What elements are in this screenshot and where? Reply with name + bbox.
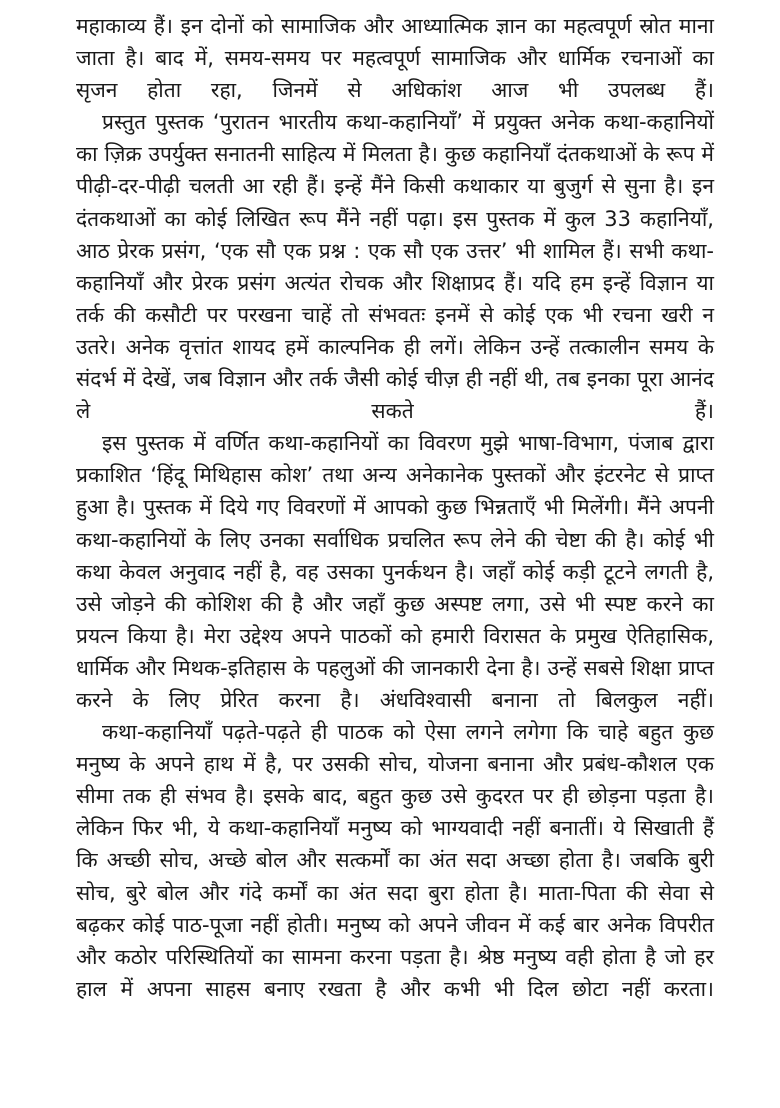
paragraph-3: इस पुस्तक में वर्णित कथा-कहानियों का विवरण मुझे भाषा-विभाग, पंजाब द्वारा प्रकाशित ‘हिंदू मिथिहास कोश’ तथा अन्य अनेकानेक पुस्तकों और इंटरनेट से प्राप्त हुआ है। पुस्तक में दिये गए विवरणों में आपको कुछ भिन्नताएँ भी मिलेंगी। मैंने अपनी कथा-कहानियों के लिए उनका सर्वाधिक प्रचलित रूप लेने की चेष्टा की है। कोई भी कथा केवल अनुवाद नहीं है, वह उसका पुनर्कथन है। जहाँ कोई कड़ी टूटने लगती है, उसे जोड़ने की कोशिश की है और जहाँ कुछ अस्पष्ट लगा, उसे भी स्पष्ट करने का प्रयत्न किया है। मेरा उद्देश्य अपने पाठकों को हमारी विरासत के प्रमुख ऐतिहासिक, धार्मिक और मिथक-इतिहास के पहलुओं की जानकारी देना है। उन्हें सबसे शिक्षा प्राप्त करने के लिए प्रेरित करना है। अंधविश्वासी बनाना तो बिलकुल नहीं।	[76, 431, 714, 712]
paragraph-2: प्रस्तुत पुस्तक ‘पुरातन भारतीय कथा-कहानियाँ’ में प्रयुक्त अनेक कथा-कहानियों का ज़िक्र उपर्युक्त सनातनी साहित्य में मिलता है। कुछ कहानियाँ दंतकथाओं के रूप में पीढ़ी-दर-पीढ़ी चलती आ रही हैं। इन्हें मैंने किसी कथाकार या बुजुर्ग से सुना है। इन दंतकथाओं का कोई लिखित रूप मैंने नहीं पढ़ा। इस पुस्तक में कुल 33 कहानियाँ, आठ प्रेरक प्रसंग, ‘एक सौ एक प्रश्न : एक सौ एक उत्तर’ भी शामिल हैं। सभी कथा-कहानियाँ और प्रेरक प्रसंग अत्यंत रोचक और शिक्षाप्रद हैं। यदि हम इन्हें विज्ञान या तर्क की कसौटी पर परखना चाहें तो संभवतः इनमें से कोई एक भी रचना खरी न उतरे। अनेक वृत्तांत शायद हमें काल्पनिक ही लगें। लेकिन उन्हें तत्कालीन समय के संदर्भ में देखें, जब विज्ञान और तर्क जैसी कोई चीज़ ही नहीं थी, तब इनका पूरा आनंद ले सकते हैं।	[76, 110, 714, 424]
paragraph-1: महाकाव्य हैं। इन दोनों को सामाजिक और आध्यात्मिक ज्ञान का महत्वपूर्ण स्रोत माना जाता है। बाद में, समय-समय पर महत्वपूर्ण सामाजिक और धार्मिक रचनाओं का सृजन होता रहा, जिनमें से अधिकांश आज भी उपलब्ध हैं।	[76, 14, 714, 103]
paragraph-4: कथा-कहानियाँ पढ़ते-पढ़ते ही पाठक को ऐसा लगने लगेगा कि चाहे बहुत कुछ मनुष्य के अपने हाथ में है, पर उसकी सोच, योजना बनाना और प्रबंध-कौशल एक सीमा तक ही संभव है। इसके बाद, बहुत कुछ उसे कुदरत पर ही छोड़ना पड़ता है। लेकिन फिर भी, ये कथा-कहानियाँ मनुष्य को भाग्यवादी नहीं बनातीं। ये सिखाती हैं कि अच्छी सोच, अच्छे बोल और सत्कर्मों का अंत सदा अच्छा होता है। जबकि बुरी सोच, बुरे बोल और गंदे कर्मों का अंत सदा बुरा होता है। माता-पिता की सेवा से बढ़कर कोई पाठ-पूजा नहीं होती। मनुष्य को अपने जीवन में कई बार अनेक विपरीत और कठोर परिस्थितियों का सामना करना पड़ता है। श्रेष्ठ मनुष्य वही होता है जो हर हाल में अपना साहस बनाए रखता है और कभी भी दिल छोटा नहीं करता।	[76, 720, 714, 1001]
